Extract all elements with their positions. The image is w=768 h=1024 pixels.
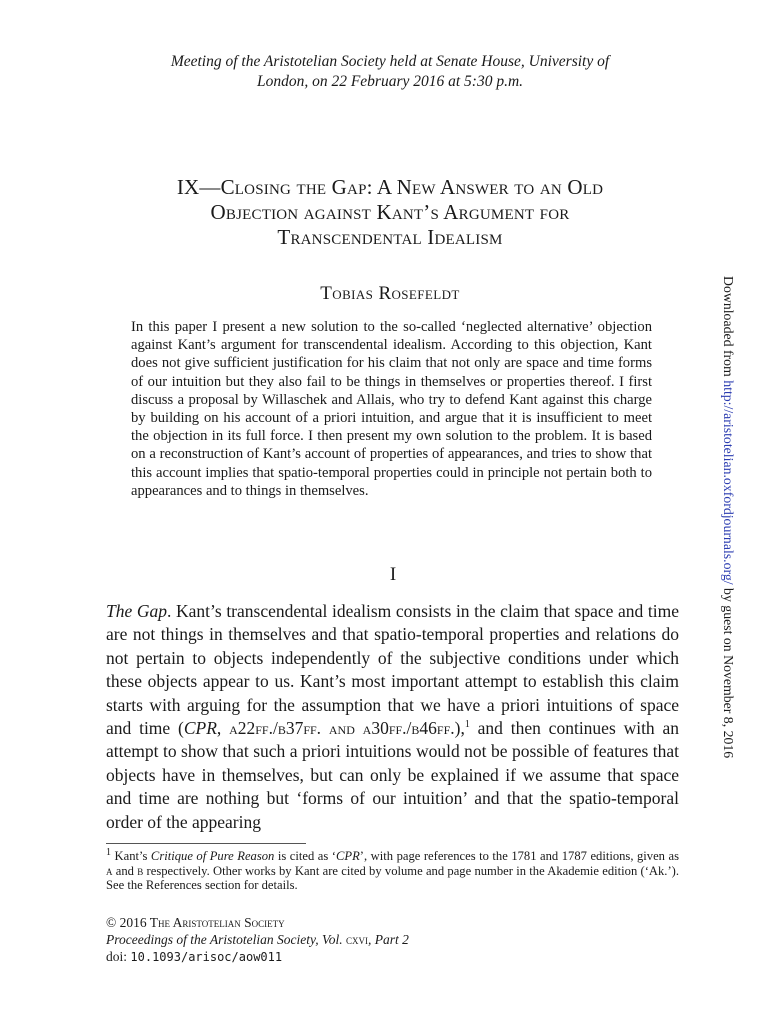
footnote-text-1: Kant’s: [111, 849, 151, 863]
footnote-cpr: CPR: [336, 849, 360, 863]
abstract: In this paper I present a new solution to the so-called ‘neglected alternative’ objection against Kant’s argument for transcendental idealism. According to this objection, Kant does not give sufficient justification for his claim that not only are space and time forms of our intuition but they also fail to be things in themselves or properties thereof. I first discuss a proposal by Willaschek and Allais, who try to defend Kant against this charge by building on his account of a priori intuition, and argue that it is insufficient to meet the objection in its full force. I then present my own solution to the problem. It is based on a reconstruction of Kant’s account of properties of appearances, and tries to show that this account implies that spatio-temporal properties could in principle not pertain both to appearances and to things in themselves.: [131, 319, 652, 499]
footnote-text-4: and: [112, 863, 138, 878]
section-number: I: [389, 564, 397, 585]
page-footer: [106, 914, 606, 966]
footnote: [106, 846, 679, 893]
title-line-1: IX—Closing the Gap: A New Answer to an Old: [176, 175, 604, 199]
doi-label: doi:: [106, 949, 131, 964]
author-name: Tobias Rosefeldt: [320, 283, 460, 304]
footnote-marker-link[interactable]: 1: [464, 719, 470, 731]
body-text-3: ),: [454, 718, 465, 739]
part-number: , Part 2: [367, 932, 409, 947]
footnote-text-5: respectively. Other works by Kant are cited by volume and page number in the Akademie edition (‘Ak.’). See the References section for details.: [106, 863, 679, 893]
body-paragraph: [106, 600, 679, 834]
footnote-edition-a: a: [106, 863, 113, 878]
cpr-abbrev: CPR: [183, 718, 217, 739]
body-text-1: . Kant’s transcendental idealism consists in the claim that space and time are not things in themselves and that spatio-temporal properties and relations do not pertain to objects independently of the subjective conditions under which these objects appear to us. Kant’s most important attempt to establish this claim starts with arguing for the assumption that we have a priori intuitions of space and time (: [106, 601, 679, 739]
meeting-line-2: London, on 22 February 2016 at 5:30 p.m.: [256, 73, 524, 90]
download-watermark-text: [720, 276, 736, 758]
volume-number: cxvi: [345, 932, 368, 947]
journal-name: Proceedings of the Aristotelian Society: [106, 932, 316, 947]
copyright-line: © 2016 The Aristotelian Society: [106, 915, 285, 930]
journal-line: [106, 931, 606, 948]
body-text-4: and then continues with an attempt to show that such a priori intuitions would not be possible of features that objects have in themselves, but can only be explained if we assume that space and time are nothing but ‘forms of our intuition’ and that the spatio-temporal order of the appearing: [106, 718, 680, 832]
footnote-book-title: Critique of Pure Reason: [150, 849, 275, 863]
watermark-prefix: Downloaded from: [721, 276, 736, 381]
section-heading-italic: The Gap: [106, 601, 168, 621]
footnote-number: 1: [106, 846, 111, 858]
doi-line: [106, 948, 606, 966]
meeting-note: [100, 52, 680, 92]
title-line-2: Objection against Kant’s Argument for: [210, 200, 570, 224]
doi-value[interactable]: 10.1093/arisoc/aow011: [130, 950, 283, 964]
watermark-link[interactable]: http://aristotelian.oxfordjournals.org/: [721, 380, 736, 585]
page-references: a22ff./b37ff. and a30ff./b46ff.: [229, 718, 455, 739]
footnote-text-3: ’, with page references to the 1781 and 1787 editions, given as: [359, 849, 679, 863]
title-line-3: Transcendental Idealism: [277, 225, 503, 249]
volume-prefix: , Vol.: [315, 932, 346, 947]
meeting-line-1: Meeting of the Aristotelian Society held at Senate House, University of: [170, 53, 610, 70]
body-text-2: ,: [216, 718, 230, 739]
footnote-divider: [106, 843, 306, 844]
footnote-edition-b: b: [137, 863, 144, 878]
watermark-suffix: by guest on November 8, 2016: [721, 584, 736, 759]
article-title: [60, 175, 720, 250]
download-watermark: [716, 276, 736, 876]
footnote-text-2: is cited as ‘: [274, 849, 336, 863]
